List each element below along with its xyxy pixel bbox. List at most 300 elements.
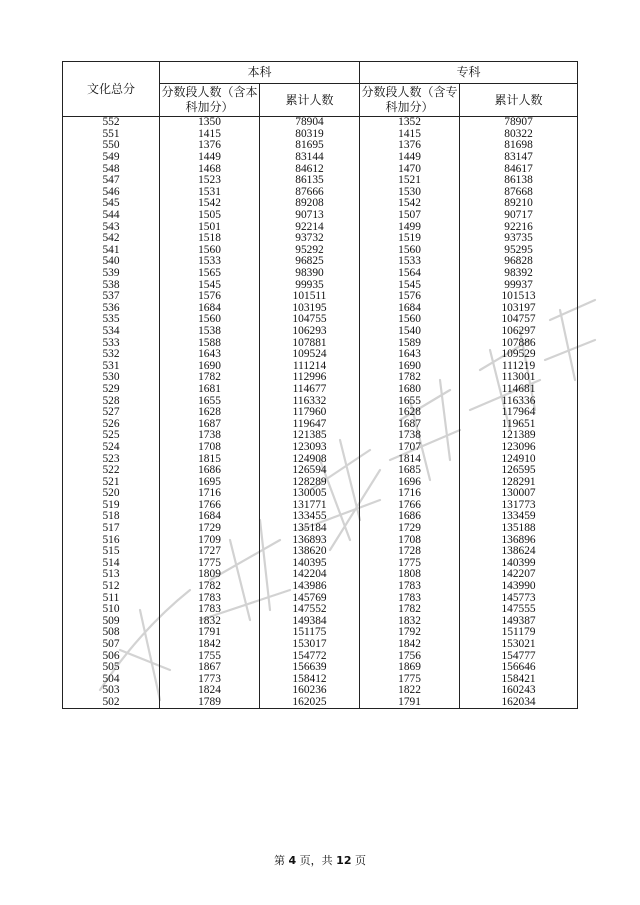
table-row [63,627,578,639]
cell-zhuanke-cumulative: 133459 [460,511,578,523]
cell-zhuanke-cumulative: 98392 [460,268,578,280]
cell-benke-segment: 1542 [160,198,260,210]
cell-zhuanke-cumulative: 116336 [460,395,578,407]
table-row [63,279,578,291]
cell-benke-segment: 1350 [160,117,260,129]
table-row [63,129,578,141]
table-row [63,198,578,210]
table-row [63,685,578,697]
cell-zhuanke-segment: 1783 [360,592,460,604]
cell-benke-cumulative: 154772 [260,650,360,662]
cell-zhuanke-cumulative: 113001 [460,372,578,384]
header-group-zhuanke: 专科 [360,62,578,84]
table-row [63,534,578,546]
cell-score: 525 [63,430,160,442]
cell-benke-cumulative: 98390 [260,268,360,280]
cell-zhuanke-segment: 1415 [360,129,460,141]
cell-benke-segment: 1727 [160,546,260,558]
cell-zhuanke-cumulative: 95295 [460,245,578,257]
table-row [63,453,578,465]
cell-zhuanke-cumulative: 136896 [460,534,578,546]
cell-score: 519 [63,500,160,512]
table-row [63,256,578,268]
cell-zhuanke-segment: 1832 [360,616,460,628]
cell-zhuanke-cumulative: 138624 [460,546,578,558]
cell-zhuanke-segment: 1707 [360,442,460,454]
cell-score: 530 [63,372,160,384]
cell-zhuanke-cumulative: 142207 [460,569,578,581]
cell-score: 512 [63,581,160,593]
cell-zhuanke-cumulative: 86138 [460,175,578,187]
table-row [63,268,578,280]
cell-score: 540 [63,256,160,268]
table-row [63,592,578,604]
score-distribution-table [62,61,578,709]
cell-benke-segment: 1518 [160,233,260,245]
table-row [63,650,578,662]
cell-benke-segment: 1684 [160,303,260,315]
table-row [63,349,578,361]
cell-score: 527 [63,407,160,419]
table-row [63,140,578,152]
cell-zhuanke-cumulative: 78907 [460,117,578,129]
cell-score: 550 [63,140,160,152]
cell-zhuanke-segment: 1685 [360,465,460,477]
cell-zhuanke-cumulative: 96828 [460,256,578,268]
cell-benke-cumulative: 162025 [260,697,360,709]
cell-benke-cumulative: 136893 [260,534,360,546]
cell-score: 522 [63,465,160,477]
cell-score: 547 [63,175,160,187]
cell-benke-segment: 1533 [160,256,260,268]
cell-zhuanke-cumulative: 107886 [460,337,578,349]
table-row [63,697,578,709]
cell-benke-segment: 1782 [160,581,260,593]
cell-benke-cumulative: 131771 [260,500,360,512]
cell-benke-cumulative: 158412 [260,674,360,686]
cell-zhuanke-segment: 1449 [360,152,460,164]
cell-score: 546 [63,187,160,199]
cell-zhuanke-segment: 1716 [360,488,460,500]
cell-benke-cumulative: 156639 [260,662,360,674]
table-row [63,569,578,581]
cell-benke-segment: 1783 [160,592,260,604]
table-row [63,581,578,593]
cell-benke-cumulative: 138620 [260,546,360,558]
cell-zhuanke-cumulative: 145773 [460,592,578,604]
cell-benke-cumulative: 116332 [260,395,360,407]
cell-benke-segment: 1588 [160,337,260,349]
cell-zhuanke-segment: 1791 [360,697,460,709]
cell-zhuanke-segment: 1352 [360,117,460,129]
cell-score: 502 [63,697,160,709]
cell-score: 533 [63,337,160,349]
cell-benke-segment: 1468 [160,163,260,175]
cell-score: 534 [63,326,160,338]
cell-score: 541 [63,245,160,257]
cell-zhuanke-cumulative: 149387 [460,616,578,628]
cell-zhuanke-cumulative: 111219 [460,360,578,372]
table-row [63,152,578,164]
cell-zhuanke-cumulative: 158421 [460,674,578,686]
cell-benke-cumulative: 89208 [260,198,360,210]
cell-zhuanke-segment: 1684 [360,303,460,315]
cell-benke-cumulative: 112996 [260,372,360,384]
table-row [63,372,578,384]
table-row [63,163,578,175]
table-row [63,314,578,326]
cell-benke-segment: 1729 [160,523,260,535]
cell-benke-cumulative: 128289 [260,476,360,488]
cell-benke-cumulative: 114677 [260,384,360,396]
cell-benke-cumulative: 140395 [260,558,360,570]
cell-zhuanke-cumulative: 160243 [460,685,578,697]
cell-benke-segment: 1376 [160,140,260,152]
cell-zhuanke-segment: 1690 [360,360,460,372]
cell-zhuanke-cumulative: 128291 [460,476,578,488]
table-row [63,430,578,442]
cell-zhuanke-segment: 1822 [360,685,460,697]
cell-benke-segment: 1523 [160,175,260,187]
cell-benke-segment: 1687 [160,418,260,430]
cell-zhuanke-segment: 1792 [360,627,460,639]
cell-benke-segment: 1809 [160,569,260,581]
cell-benke-cumulative: 145769 [260,592,360,604]
cell-benke-cumulative: 124908 [260,453,360,465]
cell-zhuanke-cumulative: 126595 [460,465,578,477]
cell-benke-segment: 1695 [160,476,260,488]
cell-benke-segment: 1415 [160,129,260,141]
cell-score: 528 [63,395,160,407]
cell-zhuanke-cumulative: 153021 [460,639,578,651]
cell-zhuanke-segment: 1738 [360,430,460,442]
cell-score: 517 [63,523,160,535]
cell-zhuanke-cumulative: 117964 [460,407,578,419]
cell-benke-cumulative: 93732 [260,233,360,245]
table-row [63,395,578,407]
cell-score: 511 [63,592,160,604]
table-row [63,384,578,396]
table-row [63,511,578,523]
cell-zhuanke-cumulative: 114681 [460,384,578,396]
cell-zhuanke-cumulative: 119651 [460,418,578,430]
cell-zhuanke-segment: 1680 [360,384,460,396]
table-row [63,187,578,199]
table-row [63,616,578,628]
cell-benke-cumulative: 111214 [260,360,360,372]
table-row [63,210,578,222]
cell-zhuanke-cumulative: 131773 [460,500,578,512]
cell-benke-segment: 1686 [160,465,260,477]
header-zhuanke-segment: 分数段人数（含专科加分） [360,84,460,117]
cell-zhuanke-cumulative: 121389 [460,430,578,442]
cell-benke-segment: 1716 [160,488,260,500]
cell-zhuanke-cumulative: 80322 [460,129,578,141]
cell-score: 513 [63,569,160,581]
cell-zhuanke-cumulative: 92216 [460,221,578,233]
cell-benke-segment: 1501 [160,221,260,233]
footer-prefix: 第 [274,854,286,867]
cell-zhuanke-segment: 1782 [360,372,460,384]
cell-zhuanke-cumulative: 89210 [460,198,578,210]
cell-score: 531 [63,360,160,372]
table-row [63,221,578,233]
cell-benke-cumulative: 149384 [260,616,360,628]
cell-score: 521 [63,476,160,488]
cell-zhuanke-segment: 1519 [360,233,460,245]
table-row [63,407,578,419]
table-row [63,245,578,257]
cell-benke-segment: 1783 [160,604,260,616]
cell-score: 549 [63,152,160,164]
cell-benke-cumulative: 95292 [260,245,360,257]
table-row [63,546,578,558]
cell-benke-segment: 1766 [160,500,260,512]
cell-benke-cumulative: 119647 [260,418,360,430]
cell-zhuanke-cumulative: 99937 [460,279,578,291]
cell-zhuanke-cumulative: 83147 [460,152,578,164]
cell-score: 545 [63,198,160,210]
cell-score: 536 [63,303,160,315]
table-row [63,291,578,303]
cell-benke-segment: 1708 [160,442,260,454]
cell-benke-cumulative: 130005 [260,488,360,500]
cell-zhuanke-segment: 1775 [360,674,460,686]
table-row [63,465,578,477]
cell-benke-cumulative: 78904 [260,117,360,129]
cell-zhuanke-segment: 1507 [360,210,460,222]
cell-score: 535 [63,314,160,326]
cell-zhuanke-segment: 1628 [360,407,460,419]
cell-benke-segment: 1709 [160,534,260,546]
cell-zhuanke-cumulative: 90717 [460,210,578,222]
cell-benke-segment: 1824 [160,685,260,697]
cell-score: 510 [63,604,160,616]
table-row [63,488,578,500]
cell-zhuanke-segment: 1655 [360,395,460,407]
cell-score: 523 [63,453,160,465]
cell-benke-cumulative: 143986 [260,581,360,593]
cell-benke-segment: 1531 [160,187,260,199]
cell-zhuanke-segment: 1643 [360,349,460,361]
cell-benke-segment: 1755 [160,650,260,662]
cell-benke-segment: 1560 [160,245,260,257]
cell-score: 506 [63,650,160,662]
cell-benke-cumulative: 86135 [260,175,360,187]
cell-zhuanke-segment: 1808 [360,569,460,581]
cell-benke-cumulative: 87666 [260,187,360,199]
cell-score: 552 [63,117,160,129]
cell-benke-segment: 1684 [160,511,260,523]
table-row [63,175,578,187]
page-footer [0,852,640,868]
cell-score: 509 [63,616,160,628]
cell-zhuanke-segment: 1530 [360,187,460,199]
cell-score: 520 [63,488,160,500]
cell-benke-segment: 1782 [160,372,260,384]
cell-benke-segment: 1643 [160,349,260,361]
cell-zhuanke-cumulative: 154777 [460,650,578,662]
cell-score: 524 [63,442,160,454]
cell-zhuanke-segment: 1470 [360,163,460,175]
cell-zhuanke-segment: 1560 [360,314,460,326]
cell-benke-cumulative: 106293 [260,326,360,338]
cell-benke-cumulative: 107881 [260,337,360,349]
cell-score: 516 [63,534,160,546]
cell-score: 544 [63,210,160,222]
header-group-benke: 本科 [160,62,360,84]
cell-zhuanke-segment: 1687 [360,418,460,430]
header-zhuanke-cumulative: 累计人数 [460,84,578,117]
cell-benke-cumulative: 133455 [260,511,360,523]
cell-zhuanke-segment: 1728 [360,546,460,558]
cell-benke-cumulative: 83144 [260,152,360,164]
cell-zhuanke-segment: 1686 [360,511,460,523]
cell-score: 503 [63,685,160,697]
table-row [63,604,578,616]
cell-score: 515 [63,546,160,558]
footer-suffix: 页 [354,854,366,867]
cell-benke-cumulative: 135184 [260,523,360,535]
cell-score: 504 [63,674,160,686]
cell-benke-cumulative: 126594 [260,465,360,477]
cell-benke-cumulative: 90713 [260,210,360,222]
cell-zhuanke-cumulative: 106297 [460,326,578,338]
cell-zhuanke-segment: 1376 [360,140,460,152]
cell-score: 543 [63,221,160,233]
cell-zhuanke-cumulative: 81698 [460,140,578,152]
cell-score: 538 [63,279,160,291]
table-body [63,117,578,709]
cell-benke-cumulative: 160236 [260,685,360,697]
table-row [63,523,578,535]
cell-zhuanke-segment: 1782 [360,604,460,616]
cell-score: 518 [63,511,160,523]
cell-benke-cumulative: 92214 [260,221,360,233]
table-row [63,233,578,245]
cell-zhuanke-segment: 1814 [360,453,460,465]
cell-zhuanke-segment: 1696 [360,476,460,488]
cell-benke-cumulative: 96825 [260,256,360,268]
cell-benke-segment: 1773 [160,674,260,686]
cell-zhuanke-segment: 1499 [360,221,460,233]
cell-benke-cumulative: 117960 [260,407,360,419]
cell-benke-cumulative: 121385 [260,430,360,442]
cell-benke-segment: 1505 [160,210,260,222]
cell-zhuanke-segment: 1775 [360,558,460,570]
cell-benke-segment: 1867 [160,662,260,674]
cell-benke-cumulative: 103195 [260,303,360,315]
cell-zhuanke-cumulative: 147555 [460,604,578,616]
cell-score: 526 [63,418,160,430]
table-row [63,674,578,686]
cell-benke-segment: 1576 [160,291,260,303]
cell-score: 505 [63,662,160,674]
cell-benke-segment: 1775 [160,558,260,570]
cell-zhuanke-segment: 1542 [360,198,460,210]
cell-zhuanke-cumulative: 103197 [460,303,578,315]
cell-benke-cumulative: 84612 [260,163,360,175]
cell-score: 537 [63,291,160,303]
header-score: 文化总分 [63,62,160,117]
cell-score: 529 [63,384,160,396]
cell-benke-segment: 1832 [160,616,260,628]
cell-benke-segment: 1545 [160,279,260,291]
header-benke-segment: 分数段人数（含本科加分） [160,84,260,117]
cell-zhuanke-cumulative: 101513 [460,291,578,303]
cell-benke-segment: 1681 [160,384,260,396]
cell-benke-segment: 1842 [160,639,260,651]
cell-zhuanke-segment: 1564 [360,268,460,280]
table-row [63,303,578,315]
footer-middle: 页，共 [299,854,333,867]
cell-benke-segment: 1789 [160,697,260,709]
cell-benke-segment: 1538 [160,326,260,338]
cell-zhuanke-segment: 1766 [360,500,460,512]
cell-zhuanke-segment: 1783 [360,581,460,593]
cell-benke-segment: 1815 [160,453,260,465]
cell-zhuanke-segment: 1540 [360,326,460,338]
cell-benke-cumulative: 153017 [260,639,360,651]
cell-zhuanke-segment: 1842 [360,639,460,651]
table-row [63,360,578,372]
cell-benke-segment: 1655 [160,395,260,407]
cell-benke-segment: 1565 [160,268,260,280]
cell-benke-cumulative: 109524 [260,349,360,361]
table-row [63,326,578,338]
cell-benke-segment: 1791 [160,627,260,639]
cell-score: 507 [63,639,160,651]
cell-zhuanke-cumulative: 162034 [460,697,578,709]
cell-benke-cumulative: 104755 [260,314,360,326]
cell-zhuanke-segment: 1521 [360,175,460,187]
cell-benke-cumulative: 80319 [260,129,360,141]
cell-zhuanke-segment: 1869 [360,662,460,674]
table-row [63,442,578,454]
cell-zhuanke-cumulative: 87668 [460,187,578,199]
cell-zhuanke-cumulative: 104757 [460,314,578,326]
cell-zhuanke-segment: 1576 [360,291,460,303]
cell-zhuanke-cumulative: 123096 [460,442,578,454]
cell-benke-segment: 1449 [160,152,260,164]
cell-score: 532 [63,349,160,361]
cell-zhuanke-cumulative: 143990 [460,581,578,593]
cell-benke-cumulative: 81695 [260,140,360,152]
cell-benke-cumulative: 99935 [260,279,360,291]
cell-benke-segment: 1628 [160,407,260,419]
footer-total-pages: 12 [336,854,352,867]
cell-zhuanke-segment: 1533 [360,256,460,268]
table-row [63,337,578,349]
cell-zhuanke-segment: 1589 [360,337,460,349]
cell-score: 548 [63,163,160,175]
cell-zhuanke-cumulative: 135188 [460,523,578,535]
cell-zhuanke-segment: 1729 [360,523,460,535]
cell-zhuanke-segment: 1756 [360,650,460,662]
cell-zhuanke-cumulative: 130007 [460,488,578,500]
header-benke-cumulative: 累计人数 [260,84,360,117]
cell-benke-segment: 1690 [160,360,260,372]
cell-score: 539 [63,268,160,280]
cell-zhuanke-segment: 1545 [360,279,460,291]
cell-score: 508 [63,627,160,639]
cell-benke-segment: 1738 [160,430,260,442]
table-row [63,500,578,512]
table-row [63,639,578,651]
cell-score: 542 [63,233,160,245]
cell-zhuanke-cumulative: 109529 [460,349,578,361]
cell-zhuanke-cumulative: 151179 [460,627,578,639]
